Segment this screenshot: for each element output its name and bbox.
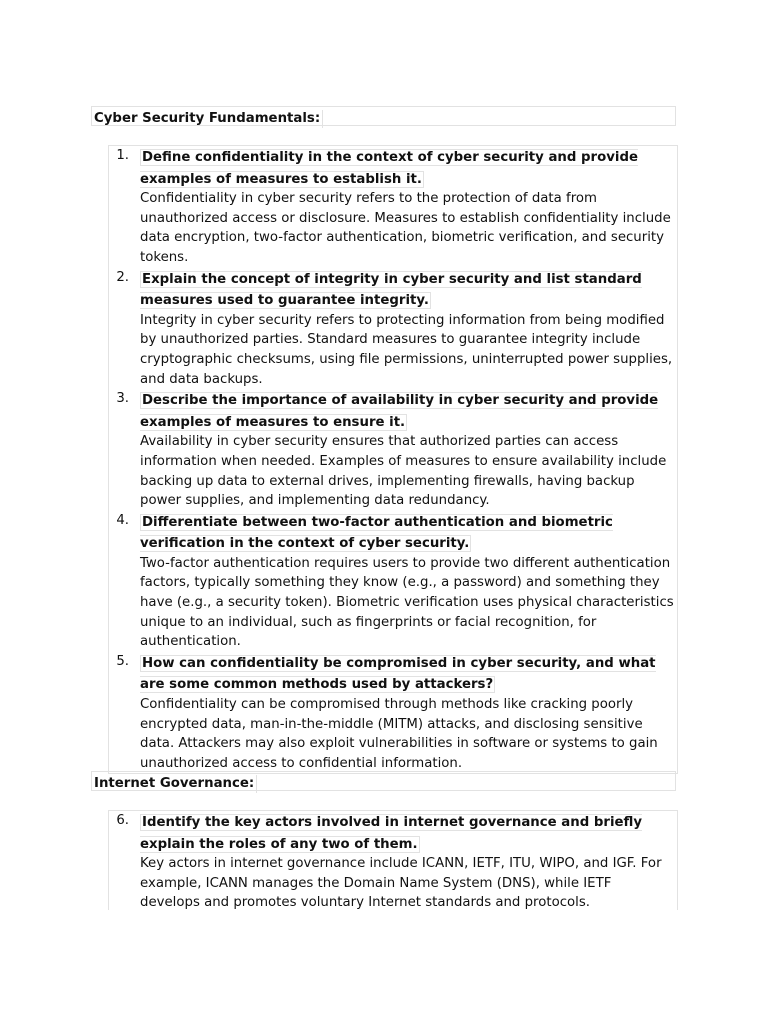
question-text: Differentiate between two-factor authentication and biometric verification in the context of cyber security.	[140, 514, 613, 552]
list-item	[109, 146, 677, 268]
list-item	[109, 511, 677, 652]
item-number: 5.	[116, 653, 129, 669]
answer-text: Two-factor authentication requires users to provide two different authentication factors, typically something they know (e.g., a password) and something they have (e.g., a security token). Biometric verification uses physical characteristics unique to an individual, such as fingerprints or facial recognition, for authentication.	[140, 555, 674, 650]
section-heading: Cyber Security Fundamentals:	[92, 110, 323, 128]
question-text: How can confidentiality be compromised in cyber security, and what are some common methods used by attackers?	[140, 655, 656, 693]
question-list	[108, 810, 678, 914]
section-heading: Internet Governance:	[92, 775, 257, 793]
answer-text: Confidentiality in cyber security refers to the protection of data from unauthorized access or disclosure. Measures to establish confidentiality include data encryption, two-factor authentication, biometric verification, and security tokens.	[140, 191, 671, 265]
question-text: Identify the key actors involved in internet governance and briefly explain the roles of any two of them.	[140, 815, 643, 852]
item-number: 4.	[116, 512, 129, 528]
list-item	[109, 389, 677, 511]
question-list	[108, 145, 678, 774]
list-item	[109, 652, 677, 774]
item-number: 3.	[116, 391, 129, 407]
item-number: 2.	[116, 269, 129, 285]
section-heading-box	[91, 106, 676, 126]
answer-text: Key actors in internet governance include ICANN, IETF, ITU, WIPO, and IGF. For example, ICANN manages the Domain Name System (DNS), while IETF develops and promotes voluntary Internet standards and protocols.	[140, 856, 662, 911]
item-number: 1.	[116, 148, 129, 163]
question-text: Define confidentiality in the context of cyber security and provide examples of measures to establish it.	[140, 150, 638, 187]
list-item	[109, 268, 677, 390]
section-heading-box	[91, 771, 676, 791]
answer-text: Integrity in cyber security refers to protecting information from being modified by unauthorized parties. Standard measures to guarantee integrity include cryptographic checksums, using file permissions, uninterrupted power supplies, and data backups.	[140, 312, 673, 387]
answer-text: Confidentiality can be compromised through methods like cracking poorly encrypted data, man-in-the-middle (MITM) attacks, and disclosing sensitive data. Attackers may also exploit vulnerabilities in software or systems to gain unauthorized access to confidential information.	[140, 697, 658, 771]
question-text: Explain the concept of integrity in cyber security and list standard measures used to guarantee integrity.	[140, 271, 642, 309]
question-text: Describe the importance of availability in cyber security and provide examples of measures to ensure it.	[140, 393, 659, 430]
list-item	[109, 811, 677, 913]
answer-text: Availability in cyber security ensures that authorized parties can access information when needed. Examples of measures to ensure availability include backing up data to external drives, implementing firewalls, having backup power supplies, and implementing data redundancy.	[140, 434, 667, 509]
item-number: 6.	[116, 813, 129, 828]
page-bottom-margin	[0, 910, 768, 1024]
